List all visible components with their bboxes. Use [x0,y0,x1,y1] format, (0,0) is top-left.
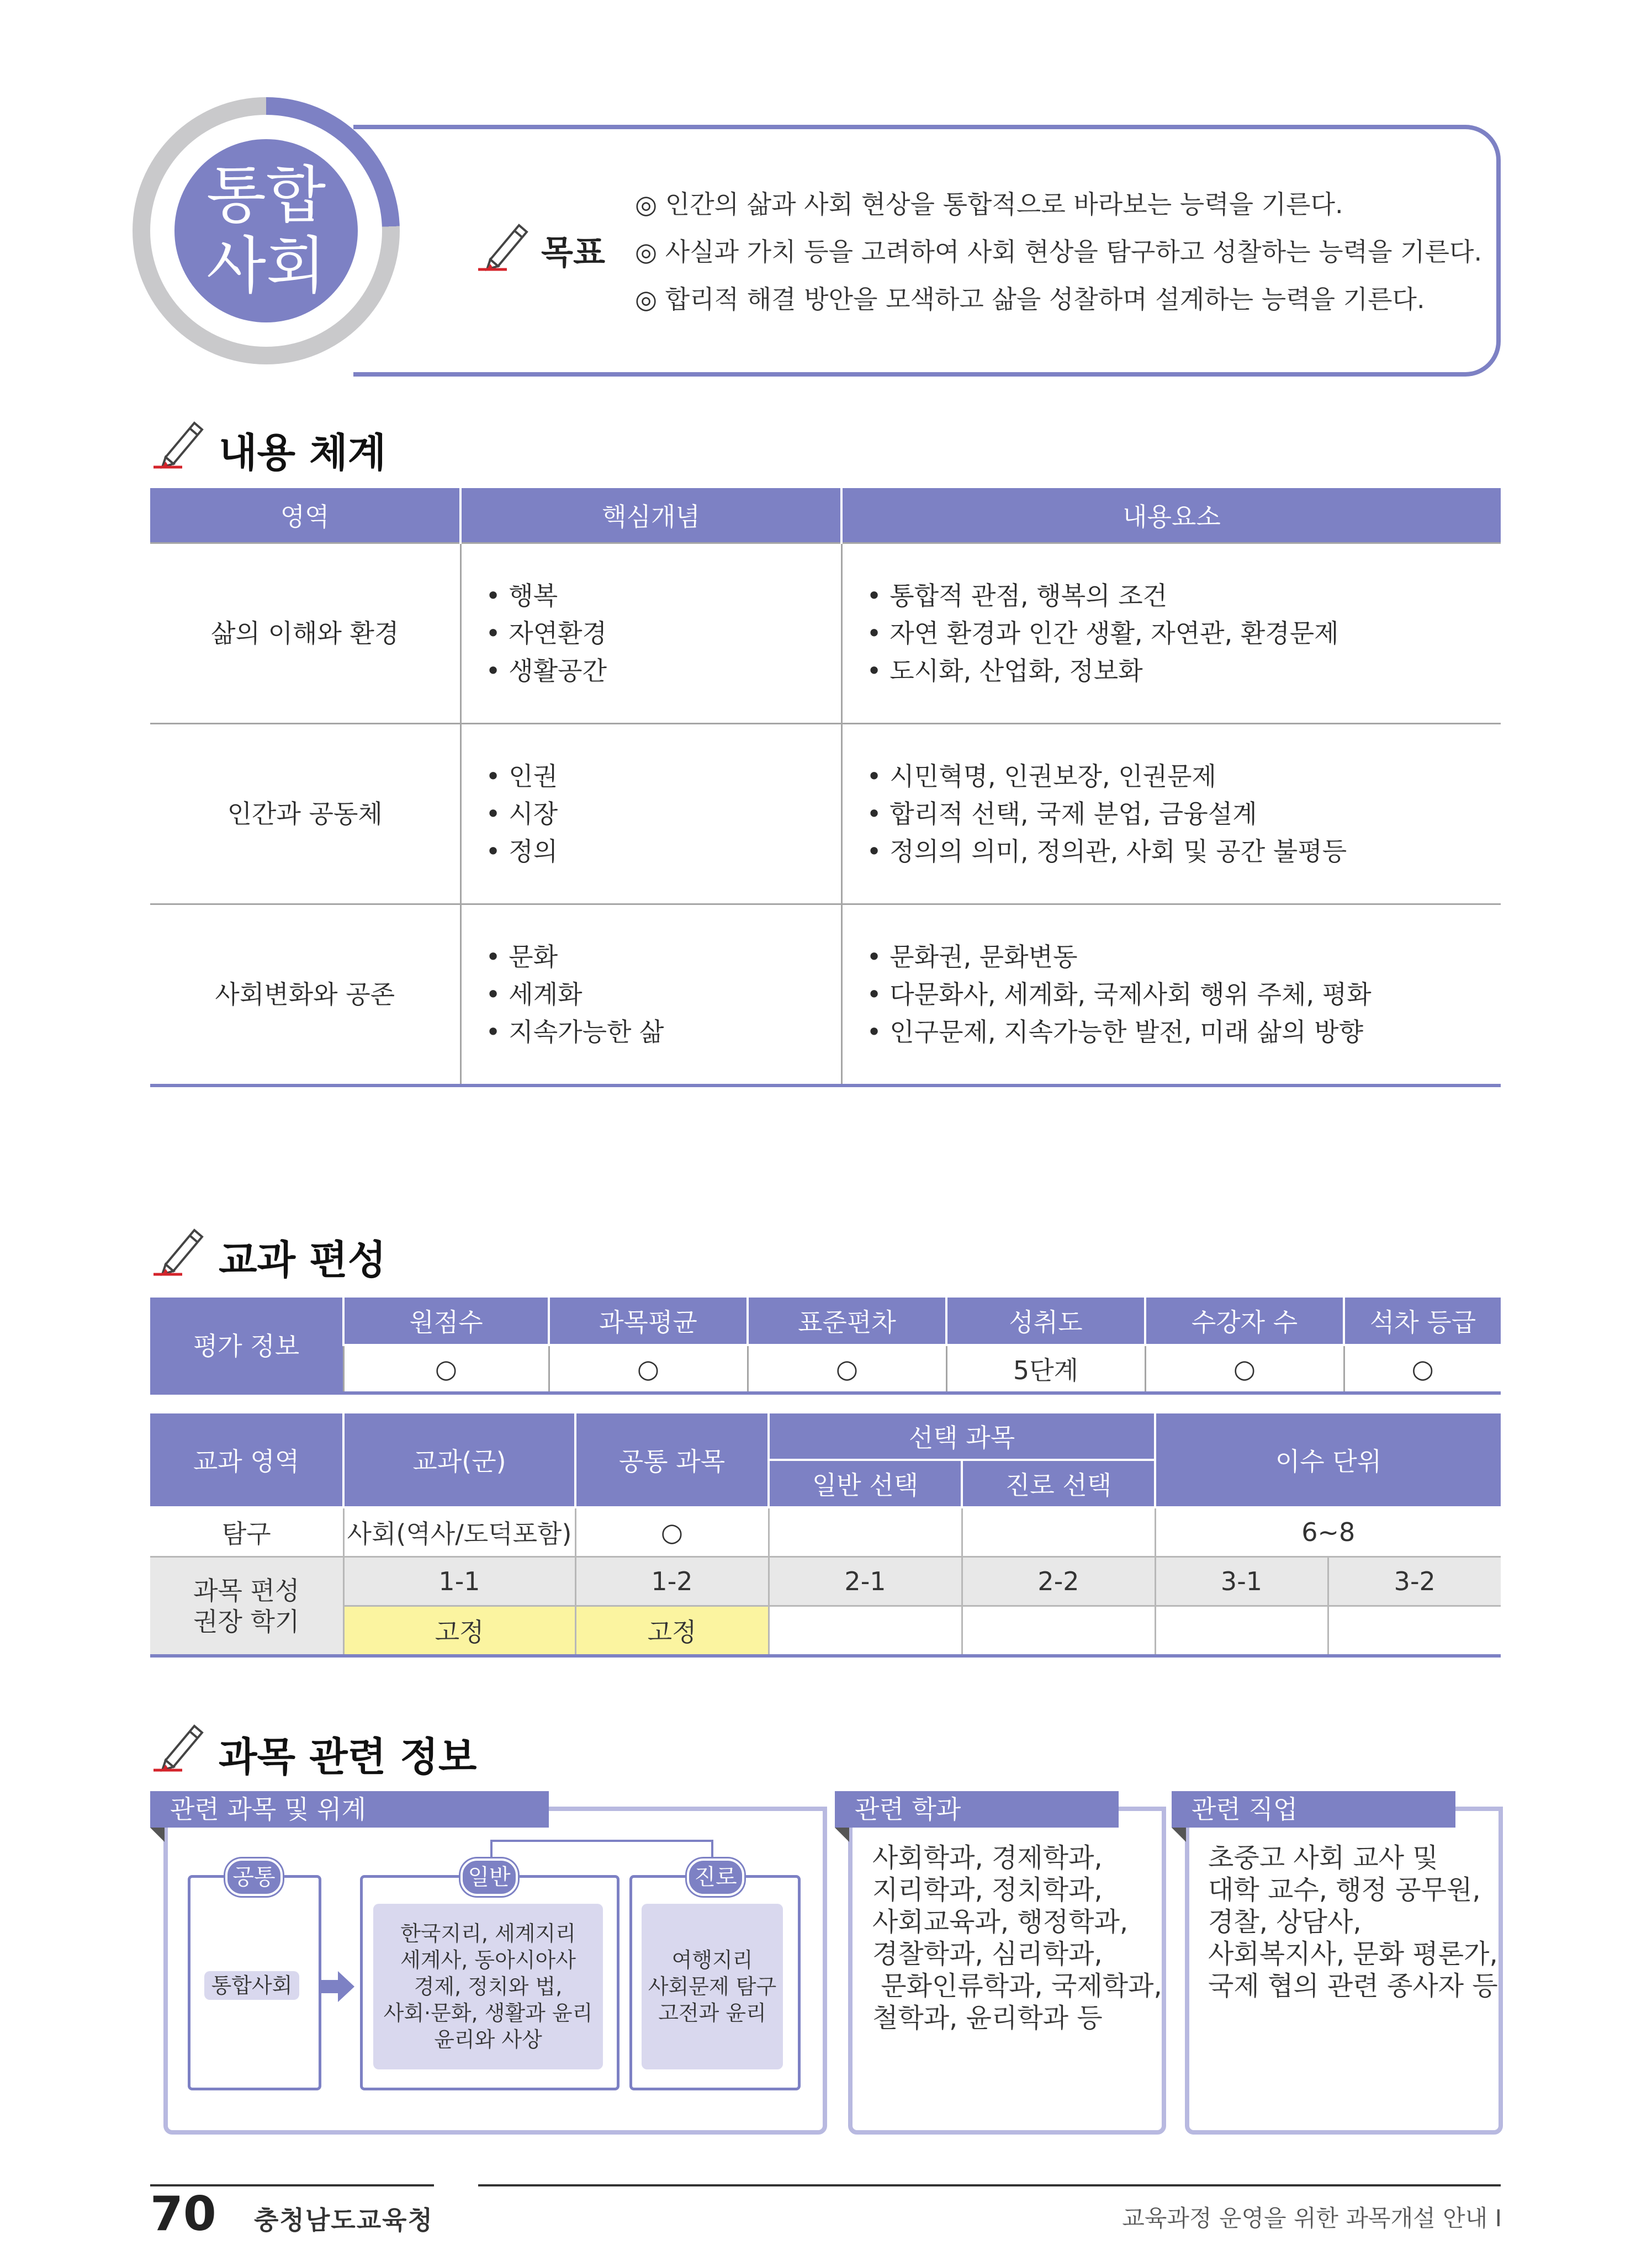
career-course-line: 여행지리 [671,1948,753,1972]
recommend-row [150,1606,1501,1656]
majors-list [872,1842,1162,2034]
section-title-curriculum: 교과 편성 [219,1237,386,1283]
major-line: 지리학과, 정치학과, [872,1875,1103,1905]
header-elements: 내용요소 [841,488,1501,543]
units-value: 6~8 [1155,1507,1501,1557]
goal-item-1: ◎ 인간의 삶과 사회 현상을 통합적으로 바라보는 능력을 기른다. [635,189,1343,219]
element-item: • 시민혁명, 인권보장, 인권문제 [866,761,1216,791]
eval-value: ○ [1344,1345,1501,1393]
common-pill: 공통 [225,1858,283,1896]
pencil-icon [149,414,210,469]
eval-header: 수강자 수 [1145,1298,1344,1345]
concept-item: • 세계화 [485,979,583,1009]
eval-value: 5단계 [946,1345,1145,1393]
element-item: • 인구문제, 지속가능한 발전, 미래 삶의 방향 [866,1017,1364,1047]
career-courses [642,1904,783,2069]
header-area: 교과 영역 [150,1413,343,1507]
general-course-line: 한국지리, 세계지리 [400,1921,576,1946]
header-concept: 핵심개념 [460,488,841,543]
element-item: • 문화권, 문화변동 [866,942,1078,972]
eval-header: 석차 등급 [1344,1298,1501,1345]
general-pill: 일반 [460,1858,518,1896]
semester-cell: 2-1 [769,1557,962,1606]
goal-label: 목표 [541,234,605,272]
publisher: 충청남도교육청 [254,2205,434,2235]
related-jobs-tab: 관련 직업 [1172,1791,1455,1828]
career-value [962,1507,1155,1557]
element-item: • 다문화사, 세계화, 국제사회 행위 주체, 평화 [866,979,1372,1009]
eval-value-row [150,1345,1501,1393]
table-header-row [150,488,1501,543]
area-cell: 삶의 이해와 환경 [150,543,460,724]
major-line: 사회교육과, 행정학과, [872,1907,1129,1937]
element-item: • 자연 환경과 인간 생활, 자연관, 환경문제 [866,618,1339,648]
arrow-right-icon [321,1971,354,2002]
table-row [150,543,1501,724]
element-item: • 통합적 관점, 행복의 조건 [866,581,1168,611]
goal-item-3: ◎ 합리적 해결 방안을 모색하고 삶을 성찰하며 설계하는 능력을 기른다. [635,284,1425,314]
general-courses [373,1904,603,2069]
jobs-list [1208,1842,1498,2002]
element-cell [841,543,1501,724]
semester-row [150,1557,1501,1606]
concept-item: • 정의 [485,836,558,866]
semester-label-line: 과목 편성 [193,1575,300,1606]
course-table [150,1413,1501,1658]
section-title-content: 내용 체계 [219,430,386,476]
concept-item: • 생활공간 [485,656,607,686]
header-common: 공통 과목 [575,1413,769,1507]
goal-item-2: ◎ 사실과 가치 등을 고려하여 사회 현상을 탐구하고 성찰하는 능력을 기른다. [635,237,1482,267]
header-general: 일반 선택 [769,1460,962,1507]
eval-row-label: 평가 정보 [150,1298,343,1393]
recommend-cell [1328,1606,1501,1656]
pencil-icon [149,1717,210,1772]
eval-value: ○ [748,1345,946,1393]
recommend-cell [962,1606,1155,1656]
area-value: 탐구 [150,1507,343,1557]
semester-label [150,1557,343,1656]
eval-value: ○ [1145,1345,1344,1393]
job-line: 국제 협의 관련 종사자 등 [1208,1971,1498,2001]
course-row [150,1507,1501,1557]
section-title-related: 과목 관련 정보 [219,1734,477,1780]
table-row [150,724,1501,904]
page-number: 70 [150,2186,216,2242]
job-line: 초중고 사회 교사 및 [1208,1842,1438,1873]
eval-header: 표준편차 [748,1298,946,1345]
area-cell: 인간과 공동체 [150,724,460,904]
concept-item: • 자연환경 [485,618,607,648]
subject-badge [174,139,358,322]
recommend-cell: 고정 [343,1606,575,1656]
related-majors-tab: 관련 학과 [835,1791,1119,1828]
footer-rule-right [478,2184,1501,2186]
header-units: 이수 단위 [1155,1413,1501,1507]
major-line: 사회학과, 경제학과, [872,1842,1103,1873]
job-line: 사회복지사, 문화 평론가, [1208,1939,1498,1969]
concept-item: • 인권 [485,761,558,791]
concept-item: • 지속가능한 삶 [485,1017,664,1047]
tab-fold [835,1828,849,1842]
related-subjects-tab: 관련 과목 및 위계 [150,1791,549,1828]
evaluation-table [150,1298,1501,1395]
footer-right-text: 교육과정 운영을 위한 과목개설 안내 I [1122,2205,1502,2232]
semester-cell: 1-2 [575,1557,769,1606]
concept-cell [460,724,841,904]
concept-item: • 시장 [485,799,558,829]
common-course: 통합사회 [204,1971,299,2000]
eval-header: 성취도 [946,1298,1145,1345]
header-area: 영역 [150,488,460,543]
semester-cell: 1-1 [343,1557,575,1606]
table-row [150,904,1501,1086]
common-value: ○ [575,1507,769,1557]
pencil-icon [474,216,534,272]
eval-header-row [150,1298,1501,1345]
tab-fold [150,1828,165,1842]
semester-label-line: 권장 학기 [193,1606,300,1637]
group-value: 사회(역사/도덕포함) [343,1507,575,1557]
general-value [769,1507,962,1557]
semester-cell: 3-2 [1328,1557,1501,1606]
semester-cell: 3-1 [1155,1557,1328,1606]
recommend-cell [1155,1606,1328,1656]
major-line: 문화인류학과, 국제학과, [872,1971,1162,2001]
general-course-line: 경제, 정치와 법, [414,1974,563,1999]
eval-value: ○ [343,1345,549,1393]
concept-item: • 문화 [485,942,558,972]
concept-cell [460,543,841,724]
element-cell [841,904,1501,1086]
area-cell: 사회변화와 공존 [150,904,460,1086]
eval-header: 과목평균 [549,1298,748,1345]
general-course-line: 사회·문화, 생활과 윤리 [383,2001,593,2025]
subject-line1: 통합 [206,160,326,231]
career-course-line: 사회문제 탐구 [648,1974,777,1999]
course-header-row [150,1413,1501,1460]
subject-line2: 사회 [206,230,326,302]
element-item: • 합리적 선택, 국제 분업, 금융설계 [866,799,1257,829]
eval-value: ○ [549,1345,748,1393]
header-elective: 선택 과목 [769,1413,1155,1460]
major-line: 철학과, 윤리학과 등 [872,2003,1103,2034]
tab-fold [1172,1828,1186,1842]
major-line: 경찰학과, 심리학과, [872,1939,1103,1969]
career-pill: 진로 [687,1858,744,1896]
general-course-line: 세계사, 동아시아사 [400,1948,576,1972]
recommend-cell: 고정 [575,1606,769,1656]
general-course-line: 윤리와 사상 [434,2027,542,2052]
content-system-table [150,488,1501,1087]
element-item: • 정의의 의미, 정의관, 사회 및 공간 불평등 [866,836,1347,866]
concept-cell [460,904,841,1086]
header-career: 진로 선택 [962,1460,1155,1507]
eval-header: 원점수 [343,1298,549,1345]
job-line: 경찰, 상담사, [1208,1907,1362,1937]
concept-item: • 행복 [485,581,558,611]
career-course-line: 고전과 윤리 [658,2001,766,2025]
job-line: 대학 교수, 행정 공무원, [1208,1875,1481,1905]
recommend-cell [769,1606,962,1656]
semester-cell: 2-2 [962,1557,1155,1606]
connector-line [486,1838,718,1871]
header-group: 교과(군) [343,1413,575,1507]
pencil-icon [149,1221,210,1277]
element-item: • 도시화, 산업화, 정보화 [866,656,1143,686]
element-cell [841,724,1501,904]
